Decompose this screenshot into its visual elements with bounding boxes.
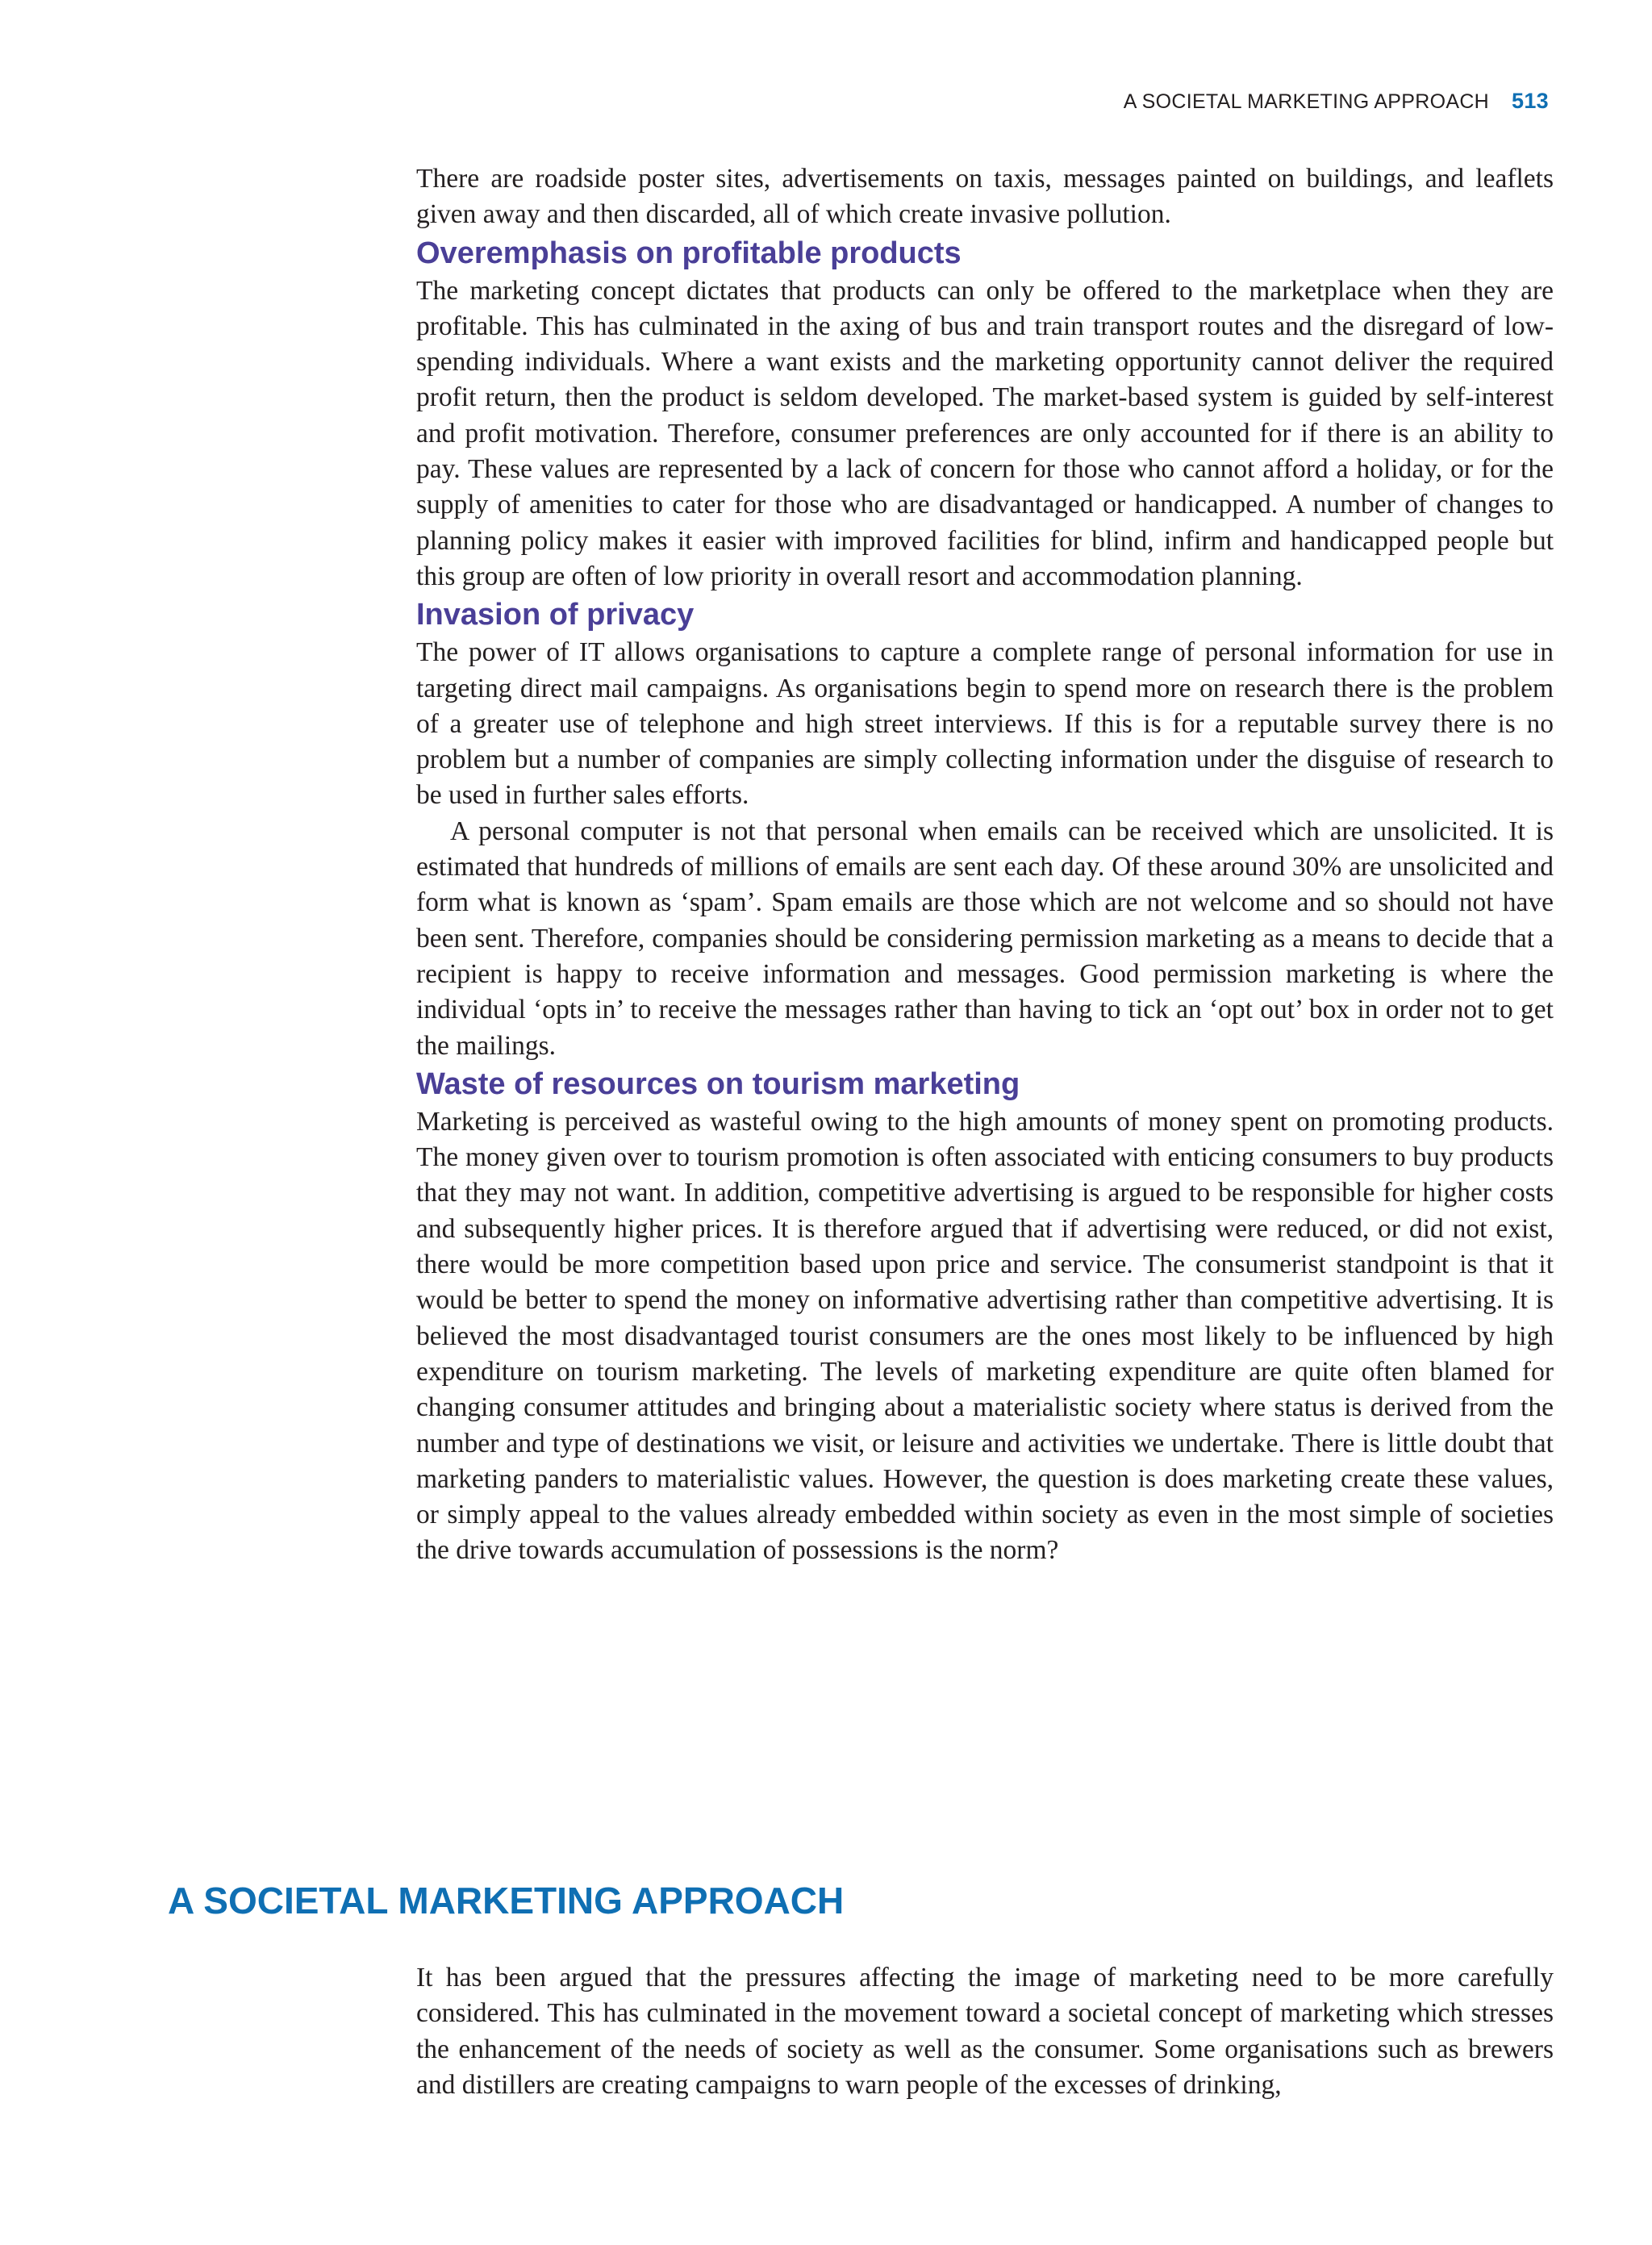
page-number: 513 — [1512, 89, 1549, 113]
intro-paragraph: There are roadside poster sites, advertisements on taxis, messages painted on buildings, and leaflets given away and then discarded, all of which create invasive pollution. — [416, 164, 1554, 230]
paragraph-waste: Marketing is perceived as wasteful owing to the high amounts of money spent on promoting products. The money given over to tourism promotion is often associated with enticing consumers to buy products that they may not want. In addition, competitive advertising is argued to be responsible for higher costs and subsequently higher prices. It is therefore argued that if advertising were reduced, or did not exist, there would be more competition based upon price and service. The consumerist standpoint is that it would be better to spend the money on informative advertising rather than competitive advertising. It is believed the most disadvantaged tourist consumers are the ones most likely to be influenced by high expenditure on tourism marketing. The levels of marketing expenditure are quite often blamed for changing consumer attitudes and bringing about a materialistic society where status is derived from the number and type of destinations we visit, or leisure and activities we undertake. There is little doubt that marketing panders to materialistic values. However, the question is does marketing create these values, or simply appeal to the values already embedded within society as even in the most simple of societies the drive towards accumulation of possessions is the norm? — [416, 1106, 1554, 1566]
section-heading-societal-marketing: A SOCIETAL MARKETING APPROACH — [168, 1880, 845, 1922]
subheading-waste: Waste of resources on tourism marketing — [416, 1066, 1020, 1101]
paragraph-privacy-2: A personal computer is not that personal when emails can be received which are unsolicited. It is estimated that hundreds of millions of emails are sent each day. Of these around 30% are unsolicited and form what is known as ‘spam’. Spam emails are those which are not welcome and so should not have been sent. Therefore, companies should be considering permission marketing as a means to decide that a recipient is happy to receive information and messages. Good permission marketing is where the individual ‘opts in’ to receive the messages rather than having to tick an ‘opt out’ box in order not to get the mailings. — [416, 816, 1554, 1061]
page-content — [416, 161, 1554, 1569]
subheading-privacy: Invasion of privacy — [416, 598, 695, 632]
paragraph-societal-marketing: It has been argued that the pressures affecting the image of marketing need to be more carefully considered. This has culminated in the movement toward a societal concept of marketing which stresses the enhancement of the needs of society as well as the consumer. Some organisations such as brewers and distillers are creating campaigns to warn people of the excesses of drinking, — [416, 1963, 1554, 2100]
paragraph-privacy-1: The power of IT allows organisations to capture a complete range of personal information for use in targeting direct mail campaigns. As organisations begin to spend more on research there is the problem of a greater use of telephone and high street interviews. If this is for a reputable survey there is no problem but a number of companies are simply collecting information under the disguise of research to be used in further sales efforts. — [416, 637, 1554, 811]
paragraph-overemphasis: The marketing concept dictates that products can only be offered to the marketplace when they are profitable. This has culminated in the axing of bus and train transport routes and the disregard of low-spending individuals. Where a want exists and the marketing opportunity cannot deliver the required profit return, then the product is seldom developed. The market-based system is guided by self-interest and profit motivation. Therefore, consumer preferences are only accounted for if there is an ability to pay. These values are represented by a lack of concern for those who cannot afford a holiday, or for the supply of amenities to cater for those who are disadvantaged or handicapped. A number of changes to planning policy makes it easier with improved facilities for blind, infirm and handicapped people but this group are often of low priority in overall resort and accommodation planning. — [416, 275, 1554, 591]
running-header — [1124, 89, 1549, 114]
running-title: A SOCIETAL MARKETING APPROACH — [1123, 90, 1490, 113]
subheading-overemphasis: Overemphasis on profitable products — [416, 236, 962, 270]
section-content — [416, 1960, 1554, 2103]
